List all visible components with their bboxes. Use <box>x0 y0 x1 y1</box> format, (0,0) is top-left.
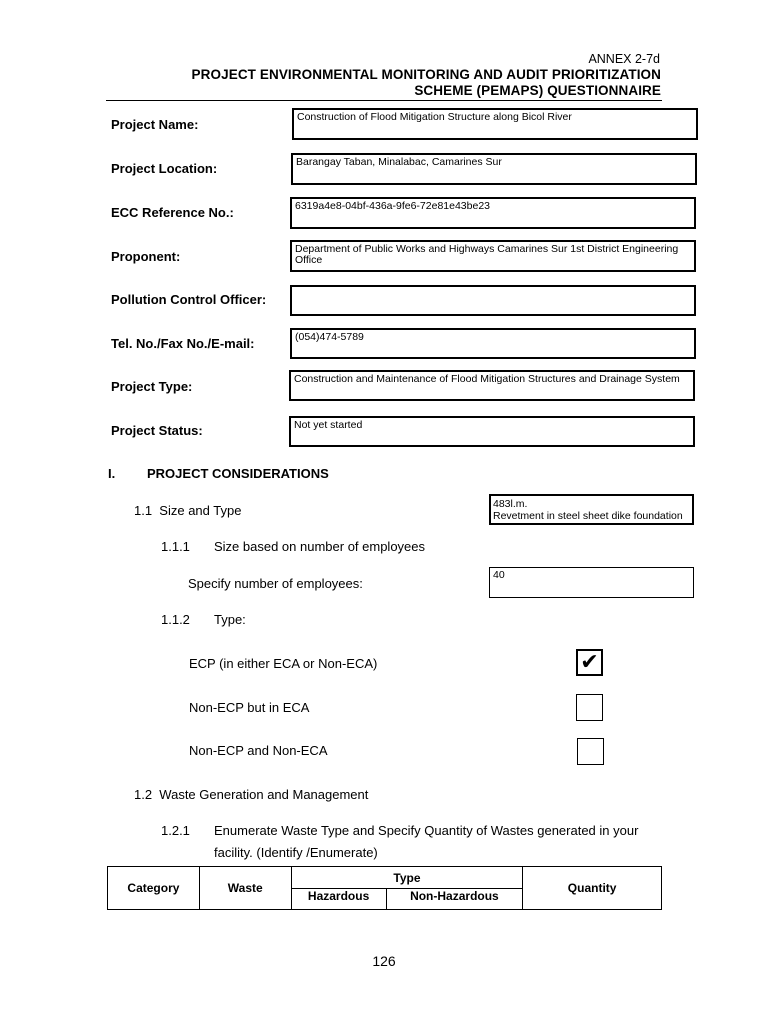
pollution-control-officer-label: Pollution Control Officer: <box>111 292 267 307</box>
proponent-label: Proponent: <box>111 249 181 264</box>
waste-management-heading: 1.2 Waste Generation and Management <box>134 787 369 802</box>
project-status-label: Project Status: <box>111 423 203 438</box>
type-heading: Type: <box>214 612 246 627</box>
document-title-line1: PROJECT ENVIRONMENTAL MONITORING AND AUDIT PRIORITIZATION <box>191 67 661 82</box>
column-header-waste: Waste <box>199 867 291 910</box>
ecc-reference-field[interactable]: 6319a4e8-04bf-436a-9fe6-72e81e43be23 <box>290 197 696 229</box>
project-location-label: Project Location: <box>111 161 218 176</box>
project-type-field[interactable]: Construction and Maintenance of Flood Mitigation Structures and Drainage System <box>289 370 695 401</box>
type-option-ecp-label: ECP (in either ECA or Non-ECA) <box>189 656 378 671</box>
type-value: Revetment in steel sheet dike foundation <box>493 510 683 522</box>
pollution-control-officer-field[interactable] <box>290 285 696 316</box>
column-header-non-hazardous: Non-Hazardous <box>386 889 523 910</box>
subsection-number: 1.1.1 <box>161 539 190 554</box>
waste-table <box>107 866 662 910</box>
employees-field[interactable]: 40 <box>489 567 694 598</box>
size-and-type-heading: 1.1 Size and Type <box>134 503 242 518</box>
annex-label: ANNEX 2-7d <box>588 52 660 66</box>
header-divider <box>106 100 662 101</box>
contact-label: Tel. No./Fax No./E-mail: <box>111 336 255 351</box>
column-header-hazardous: Hazardous <box>291 889 386 910</box>
waste-enumerate-text-line2: facility. (Identify /Enumerate) <box>214 845 378 860</box>
project-name-label: Project Name: <box>111 117 199 132</box>
type-option-non-ecp-non-eca-checkbox[interactable] <box>577 738 604 765</box>
type-option-ecp-checkbox[interactable]: ✔ <box>576 649 603 676</box>
section-number: I. <box>108 466 116 481</box>
column-header-type: Type <box>291 867 523 889</box>
project-status-field[interactable]: Not yet started <box>289 416 695 447</box>
employees-size-heading: Size based on number of employees <box>214 539 426 554</box>
type-option-non-ecp-eca-checkbox[interactable] <box>576 694 603 721</box>
size-and-type-field[interactable] <box>489 494 694 525</box>
type-option-non-ecp-non-eca-label: Non-ECP and Non-ECA <box>189 743 328 758</box>
project-name-field[interactable]: Construction of Flood Mitigation Structure along Bicol River <box>292 108 698 140</box>
subsection-number: 1.1.2 <box>161 612 190 627</box>
contact-field[interactable]: (054)474-5789 <box>290 328 696 359</box>
section-title: PROJECT CONSIDERATIONS <box>147 466 329 481</box>
subsection-number: 1.2.1 <box>161 823 190 838</box>
ecc-reference-label: ECC Reference No.: <box>111 205 234 220</box>
proponent-field[interactable]: Department of Public Works and Highways Camarines Sur 1st District Engineering Office <box>290 240 696 272</box>
employees-label: Specify number of employees: <box>188 576 363 591</box>
column-header-quantity: Quantity <box>523 867 662 910</box>
type-option-non-ecp-eca-label: Non-ECP but in ECA <box>189 700 310 715</box>
project-location-field[interactable]: Barangay Taban, Minalabac, Camarines Sur <box>291 153 697 185</box>
size-value: 483l.m. <box>493 498 528 510</box>
column-header-category: Category <box>108 867 200 910</box>
project-type-label: Project Type: <box>111 379 193 394</box>
page-number: 126 <box>372 953 396 969</box>
waste-enumerate-text-line1: Enumerate Waste Type and Specify Quantity of Wastes generated in your <box>214 823 639 838</box>
document-title-line2: SCHEME (PEMAPS) QUESTIONNAIRE <box>414 83 661 98</box>
